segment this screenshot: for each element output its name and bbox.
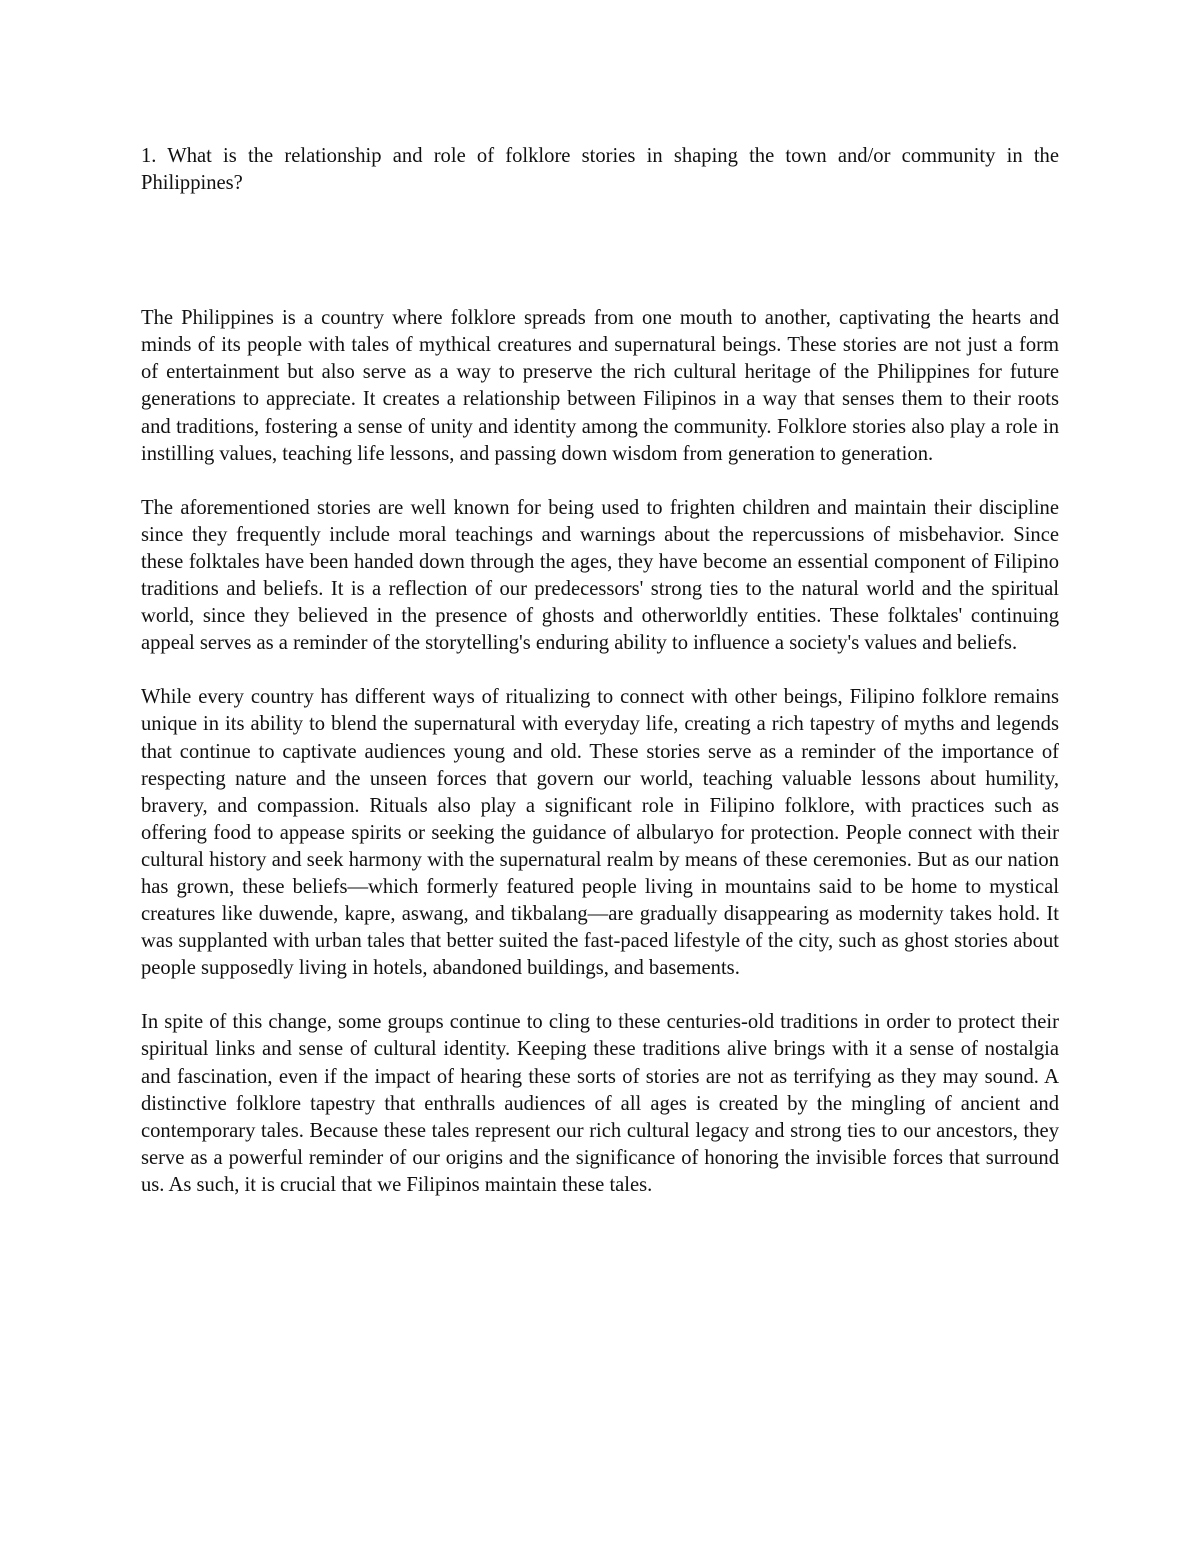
paragraph-3: While every country has different ways of ritualizing to connect with other beings, Filipino folklore remains unique in its ability to blend the supernatural with everyday life, creating a rich tapestry of myths and legends that continue to captivate audiences young and old. These stories serve as a reminder of the importance of respecting nature and the unseen forces that govern our world, teaching valuable lessons about humility, bravery, and compassion. Rituals also play a significant role in Filipino folklore, with practices such as offering food to appease spirits or seeking the guidance of albularyo for protection. People connect with their cultural history and seek harmony with the supernatural realm by means of these ceremonies. But as our nation has grown, these beliefs—which formerly featured people living in mountains said to be home to mystical creatures like duwende, kapre, aswang, and tikbalang—are gradually disappearing as modernity takes hold. It was supplanted with urban tales that better suited the fast-paced lifestyle of the city, such as ghost stories about people supposedly living in hotels, abandoned buildings, and basements. <box>141 686 1059 980</box>
document-body <box>141 143 1059 1199</box>
paragraph-1: The Philippines is a country where folklore spreads from one mouth to another, captivating the hearts and minds of its people with tales of mythical creatures and supernatural beings. These stories are not just a form of entertainment but also serve as a way to preserve the rich cultural heritage of the Philippines for future generations to appreciate. It creates a relationship between Filipinos in a way that senses them to their roots and traditions, fostering a sense of unity and identity among the community. Folklore stories also play a role in instilling values, teaching life lessons, and passing down wisdom from generation to generation. <box>141 307 1059 465</box>
paragraph-2: The aforementioned stories are well known for being used to frighten children and maintain their discipline since they frequently include moral teachings and warnings about the repercussions of misbehavior. Since these folktales have been handed down through the ages, they have become an essential component of Filipino traditions and beliefs. It is a reflection of our predecessors' strong ties to the natural world and the spiritual world, since they believed in the presence of ghosts and otherworldly entities. These folktales' continuing appeal serves as a reminder of the storytelling's enduring ability to influence a society's values and beliefs. <box>141 496 1059 655</box>
paragraph-4: In spite of this change, some groups continue to cling to these centuries-old traditions in order to protect their spiritual links and sense of cultural identity. Keeping these traditions alive brings with it a sense of nostalgia and fascination, even if the impact of hearing these sorts of stories are not as terrifying as they may sound. A distinctive folklore tapestry that enthralls audiences of all ages is created by the mingling of ancient and contemporary tales. Because these tales represent our rich cultural legacy and strong ties to our ancestors, they serve as a powerful reminder of our origins and the significance of honoring the invisible forces that surround us. As such, it is crucial that we Filipinos maintain these tales. <box>141 1011 1059 1196</box>
question-text: 1. What is the relationship and role of folklore stories in shaping the town and/or community in the Philippines? <box>141 145 1059 195</box>
